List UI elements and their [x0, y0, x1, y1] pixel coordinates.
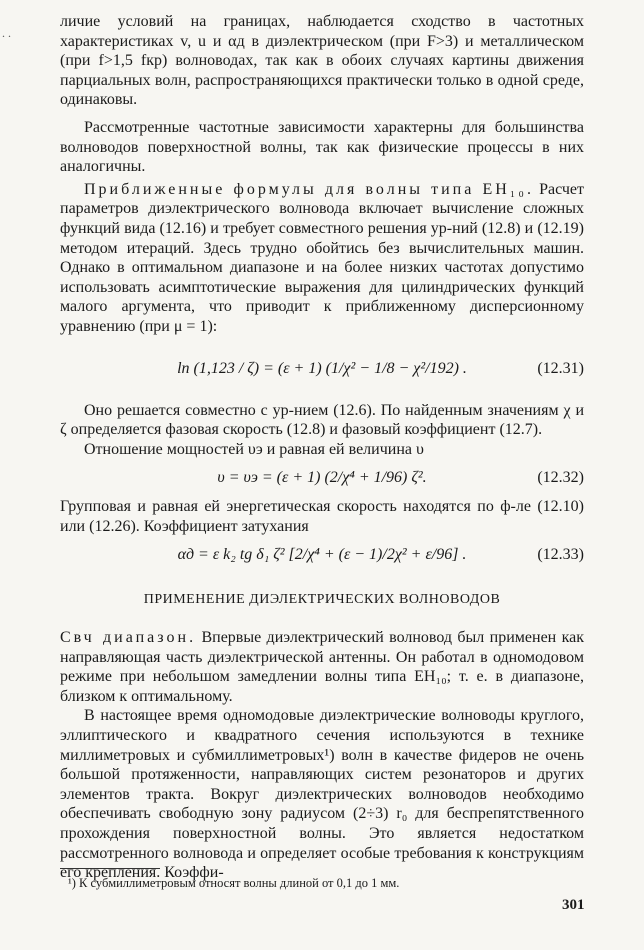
paragraph-continuation: личие условий на границах, наблюдается сходство в частотных характеристиках v, u и αд в диэлектрическом (при F>3) и металлическом (при f>1,5 fкр) волноводах, так как в обоих случаях картины движения парциальных волн, распространяющихся практически только в одной среде, одинаковы. — [60, 13, 584, 109]
paragraph-frequency-dependencies: Рассмотренные частотные зависимости характерны для большинства волноводов поверхностной волны, так как физические процессы в них аналогичны. — [60, 118, 584, 176]
section-heading: ПРИМЕНЕНИЕ ДИЭЛЕКТРИЧЕСКИХ ВОЛНОВОДОВ — [143, 592, 501, 607]
formula-12-31-expression: ln (1,123 / ζ) = (ε + 1) (1/χ² − 1/8 − χ²/192) . — [177, 359, 467, 377]
formula-12-32-expression: υ = υэ = (ε + 1) (2/χ⁴ + 1/96) ζ². — [217, 469, 427, 487]
page-number: 301 — [562, 897, 585, 913]
formula-12-33-expression: αд = ε k₂ tg δ₁ ζ² [2/χ⁴ + (ε − 1)/2χ² + ε/96] . — [177, 546, 467, 564]
run-in-heading-approx: Приближенные формулы для волны типа EH₁₀. — [84, 180, 534, 198]
run-in-heading-svch: Свч диапазон. — [60, 629, 197, 646]
paragraph-svch — [60, 628, 584, 706]
paragraph-group-velocity: Групповая и равная ей энергетическая скорость находятся по ф-ле (12.10) или (12.26). Коэффициент затухания — [60, 498, 584, 535]
formula-12-33-number: (12.33) — [537, 546, 584, 564]
footnote-rule — [60, 868, 160, 869]
formula-12-32-number: (12.32) — [537, 469, 584, 487]
formula-12-32 — [60, 463, 584, 493]
formula-12-33 — [60, 540, 584, 570]
svch-body-text: Впервые диэлектрический волновод был применен как направляющая часть диэлектрической антенны. Он работал в одномодовом режиме при небольшом замедлении волны типа EH₁₀; т. е. в диапазоне, близком к оптимальному. — [60, 629, 585, 705]
paragraph-solution: Оно решается совместно с ур-нием (12.6). По найденным значениям χ и ζ определяется фазовая скорость (12.8) и фазовый коэффициент (12.7). — [60, 401, 584, 439]
margin-dots: . . — [2, 26, 11, 40]
lower-text-block — [60, 628, 584, 883]
formula-12-31-number: (12.31) — [537, 359, 584, 377]
upper-text-block — [60, 12, 584, 574]
formula-12-31 — [60, 341, 584, 397]
footnote: ¹) К субмиллиметровым относят волны длиной от 0,1 до 1 мм. — [68, 876, 400, 890]
approx-body-text: Расчет параметров диэлектрического волновода включает вычисление сложных функций вида (12.16) и требует совместного решения ур-ний (12.8) и (12.19) методом итераций. Здесь трудно обойтись без вычислительных машин. Однако в оптимальном диапазоне и на более низких частотах допустимо использовать асимптотические выражения для цилиндрических функций малого аргумента, что приводит к приближенному дисперсионному уравнению (при μ = 1): — [60, 180, 584, 335]
paragraph-present-time: В настоящее время одномодовые диэлектрические волноводы круглого, эллиптического и квадратного сечения используются в технике миллиметровых и субмиллиметровых¹) волн в качестве фидеров не очень большой протяженности, направляющих систем резонаторов и других элементов тракта. Вокруг диэлектрических волноводов необходимо обеспечивать свободную зону радиусом (2÷3) r₀ для беспрепятственного прохождения поверхностной волны. Это является недостатком рассмотренного волновода и определяет особые требования к конструкциям его крепления. Коэффи- — [60, 707, 584, 882]
paragraph-approx-formulas — [60, 180, 584, 337]
paragraph-power-ratio: Отношение мощностей υэ и равная ей величина υ — [84, 440, 424, 458]
